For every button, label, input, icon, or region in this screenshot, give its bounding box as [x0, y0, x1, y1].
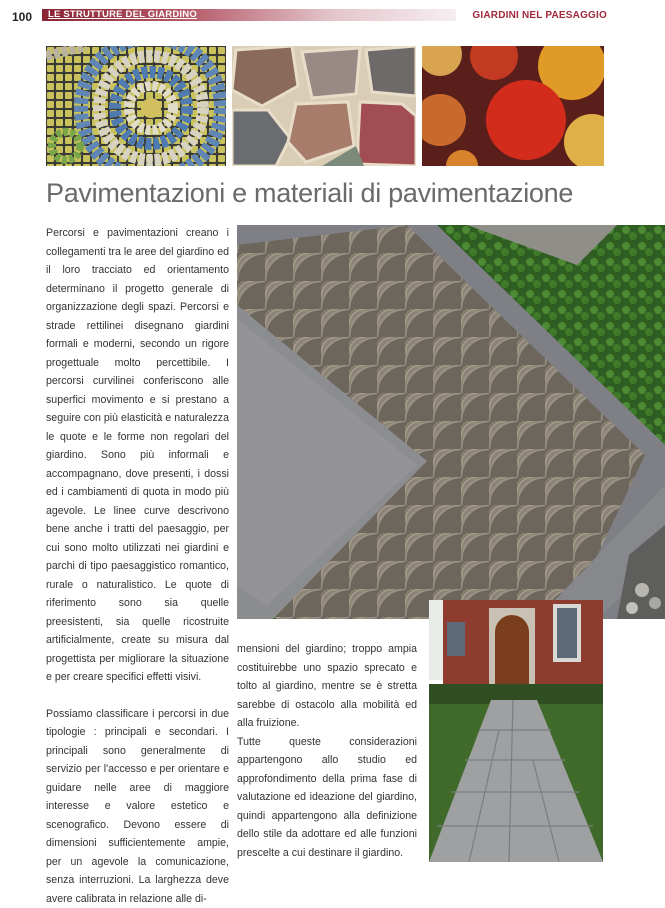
text-column-left — [46, 224, 229, 908]
running-title: LE STRUTTURE DEL GIARDINO — [48, 9, 197, 21]
page-number: 100 — [12, 10, 32, 24]
page-title: Pavimentazioni e materiali di pavimentazione — [46, 178, 573, 209]
text-column-middle — [237, 640, 417, 862]
section-title: GIARDINI NEL PAESAGGIO — [472, 10, 607, 21]
paragraph-continuation: mensioni del giardino; troppo ampia costituirebbe uno spazio sprecato e tolto al giardino, mentre se è stretta sarebbe di ostacolo alla mobilità ed alla fruizione. — [237, 640, 417, 733]
mosaic-spiral-photo — [46, 46, 226, 166]
paragraph-intro: Percorsi e pavimentazioni creano i collegamenti tra le aree del giardino ed il loro tracciato ed orientamento determinano il progetto generale di organizzazione degli spazi. Percorsi e strade rettilinei disegnano giardini formali e moderni, secondo un rigore progettuale molto percettibile. I percorsi curvilinei conferiscono alle superfici movimento e si prestano a seguire con più elasticità e naturalezza le quote e le forme non regolari del giardino. Sono più informali e accompagnano, dove presenti, i dossi ed i cambiamenti di quota in modo più agevole. Le linee curve descrivono bene anche i tratti del paesaggio, per cui sono molto utilizzati nei giardini e parchi di tipo paesaggistico romantico, rurale o naturalistico. Le quote di riferimento sono sia quelle preesistenti, sia quelle ricostruite artificialmente, create su misura dal progettista per migliorare la situazione e per creare specifici effetti visivi. — [46, 224, 229, 687]
flagstone-photo — [232, 46, 416, 166]
glass-circles-photo — [422, 46, 604, 166]
house-walkway-photo — [429, 600, 603, 862]
paragraph-considerations: Tutte queste considerazioni appartengono allo studio ed approfondimento della prima fase di valutazione ed ideazione del giardino, quindi appartengono alla definizione dello stile da adottare ed alle funzioni prescelte a cui destinare il giardino. — [237, 733, 417, 863]
paragraph-path-types: Possiamo classificare i percorsi in due tipologie : principali e secondari. I principali sono generalmente di servizio per l'accesso e per orientare e guidare nelle aree di maggiore interesse e valore estetico e scenografico. Devono essere di dimensioni sufficientemente ampie, per un agevole la comunicazione, senza interruzioni. La larghezza deve avere calibrata in relazione alle di- — [46, 705, 229, 908]
paving-path-photo — [237, 225, 665, 619]
